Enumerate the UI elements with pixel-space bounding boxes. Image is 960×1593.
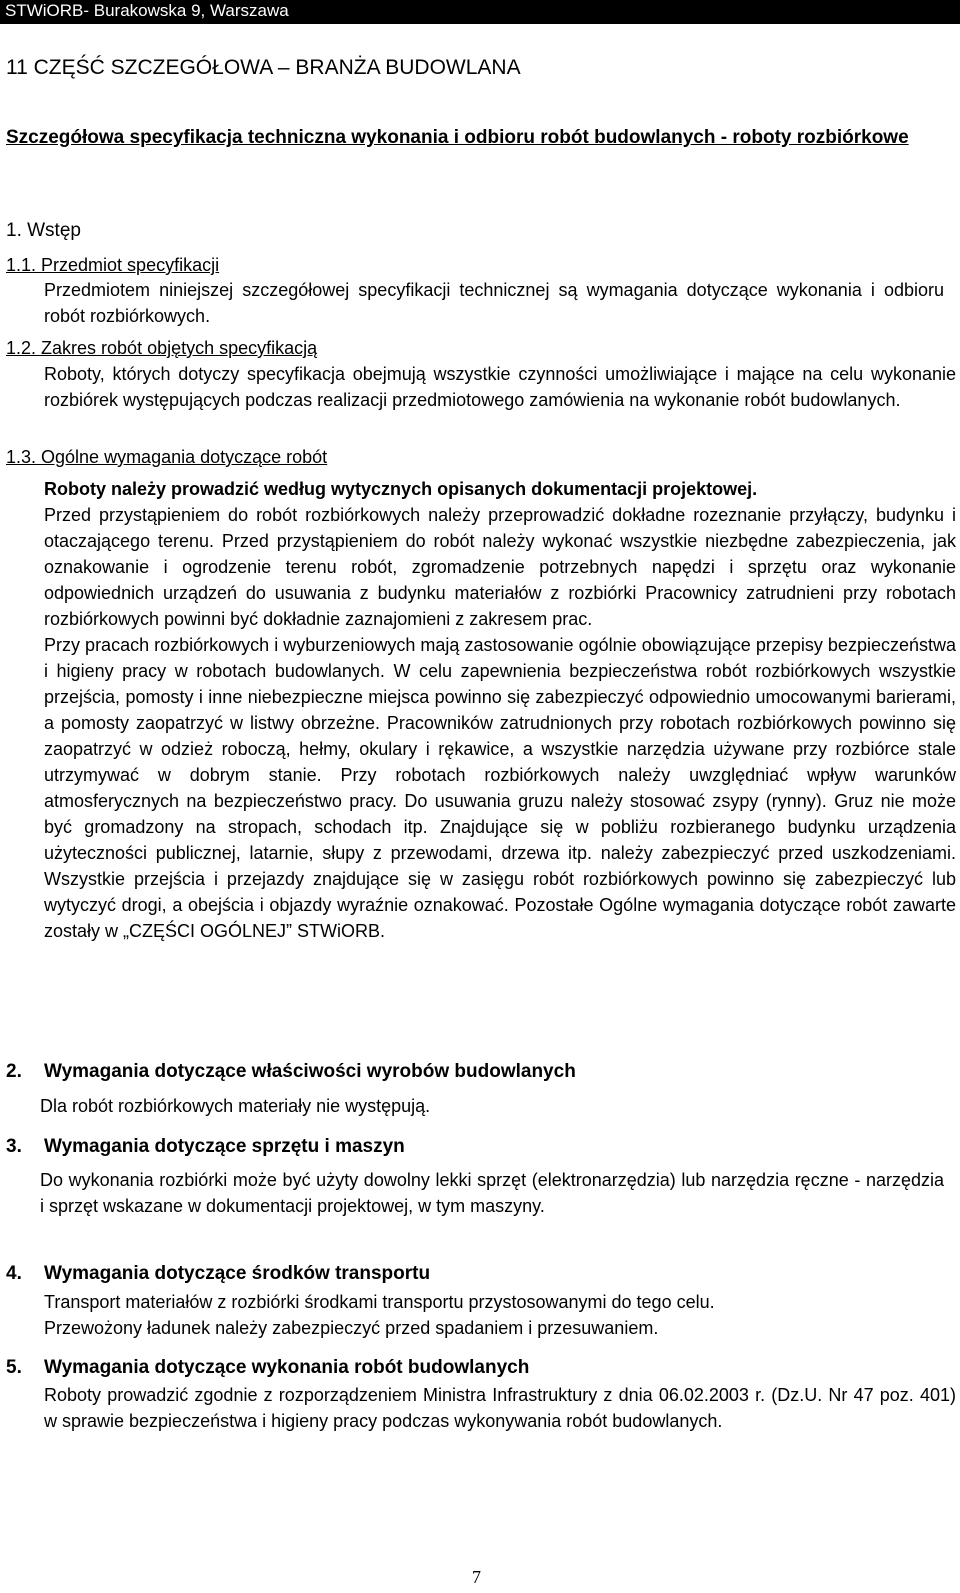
section-3-heading [6,1135,405,1159]
section-5-heading [6,1356,529,1380]
section-3-title: Wymagania dotyczące sprzętu i maszyn [44,1136,405,1157]
subsection-1-3-paragraph-2: Przy pracach rozbiórkowych i wyburzeniowych mają zastosowanie ogólnie obowiązujące przepisy bezpieczeństwa i higieny pracy w robotach budowlanych. W celu zapewnienia bezpieczeństwa robót rozbiórkowych wszystkie przejścia, pomosty i inne niebezpieczne miejsca powinno się zabezpieczyć odpowiednio umocowanymi barierami, a pomosty zaopatrzyć w listwy obrzeżne. Pracowników zatrudnionych przy robotach rozbiórkowych powinno się zaopatrzyć w odzież roboczą, hełmy, okulary i rękawice, a wszystkie narzędzia używane przy rozbiórce stale utrzymywać w dobrym stanie. Przy robotach rozbiórkowych należy uwzględniać wpływ warunków atmosferycznych na bezpieczeństwo pracy. Do usuwania gruzu należy stosować zsypy (rynny). Gruz nie może być gromadzony na stropach, schodach itp. Znajdujące się w pobliżu rozbieranego budynku urządzenia użyteczności publicznej, latarnie, słupy z przewodami, drzewa itp. należy zabezpieczyć przed uszkodzeniami. Wszystkie przejścia i przejazdy znajdujące się w zasięgu robót rozbiórkowych powinno się zabezpieczyć lub wytyczyć drogi, a obejścia i objazdy wyraźnie oznakować. Pozostałe Ogólne wymagania dotyczące robót zawarte zostały w „CZĘŚCI OGÓLNEJ” STWiORB. [44,635,956,941]
section-2-heading [6,1060,576,1084]
subsection-1-3-paragraph-1: Przed przystąpieniem do robót rozbiórkowych należy przeprowadzić dokładne rozeznanie przyłączy, budynku i otaczającego terenu. Przed przystąpieniem do robót należy wykonać wszystkie niezbędne zabezpieczenia, jak oznakowanie i ogrodzenie terenu robót, zgromadzenie potrzebnych napędzi i sprzętu oraz wykonanie odpowiednich urządzeń do usuwania z budynku materiałów z rozbiórki Pracownicy zatrudnieni przy robotach rozbiórkowych powinni być dokładnie zaznajomieni z zakresem prac. [44,505,956,629]
subsection-1-3-body [44,476,956,944]
section-2-text: Dla robót rozbiórkowych materiały nie występują. [40,1096,431,1116]
subsection-1-3-bold: Roboty należy prowadzić według wytycznych opisanych dokumentacji projektowej. [44,479,758,499]
section-4-heading [6,1262,430,1286]
subsection-1-1-text: Przedmiotem niniejszej szczegółowej specyfikacji technicznej są wymagania dotyczące wykonania i odbioru robót rozbiórkowych. [44,280,944,326]
page-number: 7 [472,1567,481,1587]
section-4-title: Wymagania dotyczące środków transportu [44,1263,431,1284]
section-5-title: Wymagania dotyczące wykonania robót budowlanych [44,1357,530,1378]
subsection-1-1-title: 1.1. Przedmiot specyfikacji [6,255,220,275]
document-header: STWiORB- Burakowska 9, Warszawa [0,0,960,24]
document-title: Szczegółowa specyfikacja techniczna wykonania i odbioru robót budowlanych - roboty rozbiórkowe [6,127,909,148]
section-4-number: 4. [6,1263,22,1284]
section-4-text-1: Transport materiałów z rozbiórki środkami transportu przystosowanymi do tego celu. [44,1292,715,1312]
subsection-1-2-title: 1.2. Zakres robót objętych specyfikacją [6,338,318,358]
section-2-title: Wymagania dotyczące właściwości wyrobów budowlanych [44,1061,576,1082]
subsection-1-3-title: 1.3. Ogólne wymagania dotyczące robót [6,447,328,467]
section-1-heading: 1. Wstęp [6,220,81,241]
part-heading: 11 CZĘŚĆ SZCZEGÓŁOWA – BRANŻA BUDOWLANA [6,56,521,79]
section-5-number: 5. [6,1357,22,1378]
subsection-1-2-text: Roboty, których dotyczy specyfikacja obejmują wszystkie czynności umożliwiające i mające na celu wykonanie rozbiórek występujących podczas realizacji przedmiotowego zamówienia na wykonanie robót budowlanych. [44,364,956,410]
section-3-number: 3. [6,1136,22,1157]
section-3-text: Do wykonania rozbiórki może być użyty dowolny lekki sprzęt (elektronarzędzia) lub narzędzia ręczne - narzędzia i sprzęt wskazane w dokumentacji projektowej, w tym maszyny. [40,1170,944,1216]
section-4-text-2: Przewożony ładunek należy zabezpieczyć przed spadaniem i przesuwaniem. [44,1318,659,1338]
section-5-text: Roboty prowadzić zgodnie z rozporządzeniem Ministra Infrastruktury z dnia 06.02.2003 r. (Dz.U. Nr 47 poz. 401) w sprawie bezpieczeństwa i higieny pracy podczas wykonywania robót budowlanych. [44,1385,956,1431]
section-2-number: 2. [6,1061,22,1082]
